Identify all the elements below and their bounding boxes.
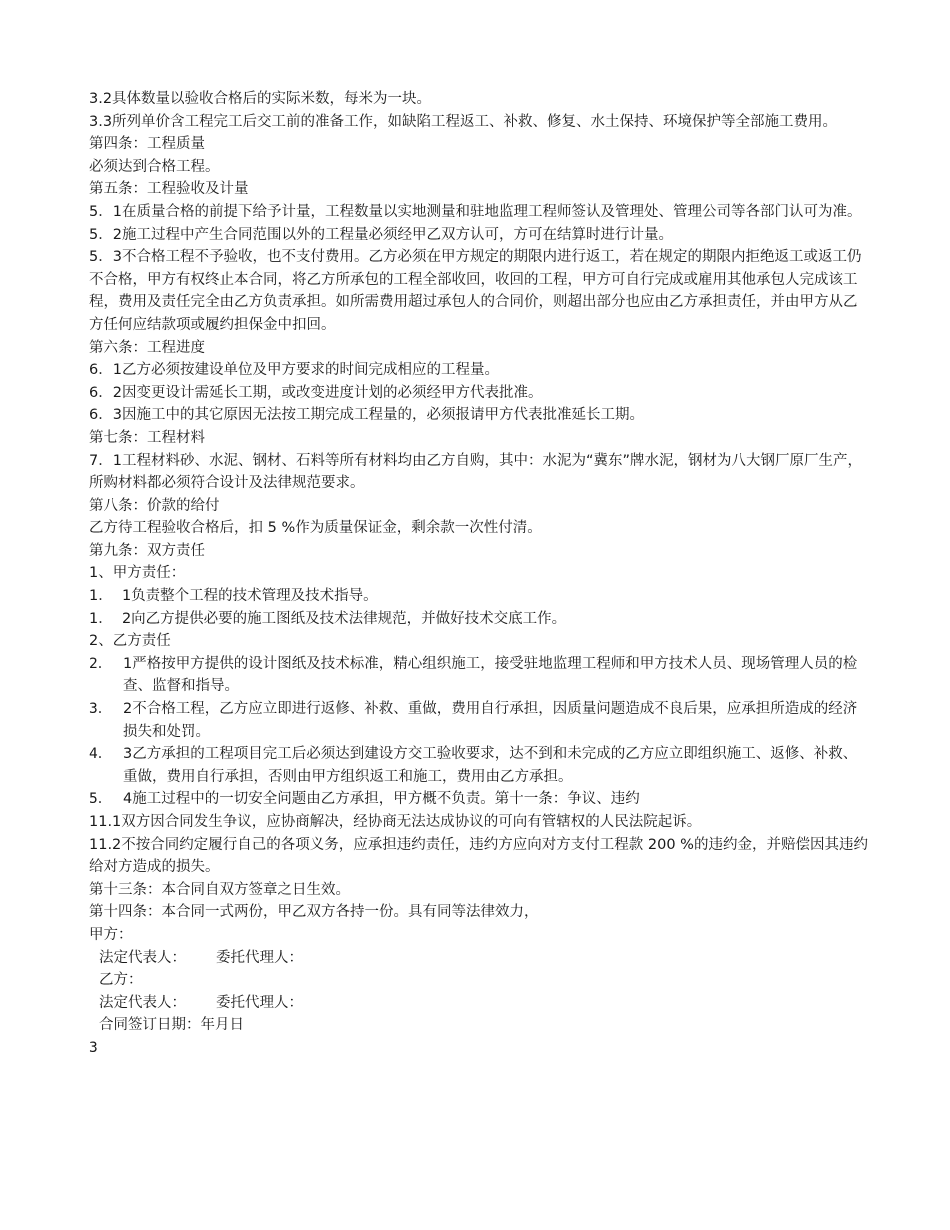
clause-11-1: 11.1双方因合同发生争议，应协商解决，经协商无法达成协议的可向有管辖权的人民法院起诉。 xyxy=(89,814,702,830)
article-8-heading: 第八条：价款的给付 xyxy=(89,497,220,514)
party-a-signature-row xyxy=(89,947,870,970)
party-b-duty-2-text: 2不合格工程，乙方应立即进行返修、补救、重做，费用自行承担，因质量问题造成不良后果，应承担所造成的经济损失和处罚。 xyxy=(123,701,858,740)
clause-11-2: 11.2不按合同约定履行自己的各项义务，应承担违约责任，违约方应向对方支付工程款 200 %的违约金，并赔偿因其违约给对方造成的损失。 xyxy=(89,836,868,876)
party-a-duties-heading: 1、甲方责任： xyxy=(89,565,186,582)
article-6-heading: 第六条：工程进度 xyxy=(89,339,205,356)
party-a-legal-rep-label: 法定代表人： xyxy=(99,949,186,966)
clause-7-1: 7．1工程材料砂、水泥、钢材、石料等所有材料均由乙方自购，其中：水泥为“冀东”牌水泥，钢材为八大钢厂原厂生产，所购材料都必须符合设计及法律规范要求。 xyxy=(89,452,862,492)
clause-5-3: 5．3不合格工程不予验收，也不支付费用。乙方必须在甲方规定的期限内进行返工，若在规定的期限内拒绝返工或返工仍不合格，甲方有权终止本合同，将乙方所承包的工程全部收回，收回的工程，甲方可自行完成或雇用其他承包人完成该工程，费用及责任完全由乙方负责承担。如所需费用超过承包人的合同价，则超出部分也应由乙方承担责任，并由甲方从乙方任何应结款项或履约担保金中扣回。 xyxy=(89,249,862,333)
article-4-text: 必须达到合格工程。 xyxy=(89,158,220,175)
clause-3-2: 3.2具体数量以验收合格后的实际米数，每米为一块。 xyxy=(89,91,432,107)
clause-6-2: 6．2因变更设计需延长工期，或改变进度计划的必须经甲方代表批准。 xyxy=(89,384,543,401)
party-b-duty-2-number: 3． xyxy=(89,701,113,718)
clause-6-1: 6．1乙方必须按建设单位及甲方要求的时间完成相应的工程量。 xyxy=(89,362,499,379)
party-b-duty-4-number: 5． xyxy=(89,791,113,808)
sign-date: 合同签订日期：年月日 xyxy=(99,1017,244,1034)
article-8-text: 乙方待工程验收合格后，扣 5 %作为质量保证金，剩余款一次性付清。 xyxy=(89,520,542,537)
party-b-legal-rep-label: 法定代表人： xyxy=(99,994,186,1011)
party-b-duty-1-number: 2． xyxy=(89,655,113,672)
party-b-duty-3-text: 3乙方承担的工程项目完工后必须达到建设方交工验收要求，达不到和未完成的乙方应立即组织施工、返修、补救、重做，费用自行承担，否则由甲方组织返工和施工，费用由乙方承担。 xyxy=(123,746,858,785)
article-5-heading: 第五条：工程验收及计量 xyxy=(89,181,249,198)
party-b-duties-heading: 2、乙方责任 xyxy=(89,633,171,650)
party-a-label: 甲方： xyxy=(89,926,133,943)
party-b-duty-3-number: 4． xyxy=(89,746,113,763)
article-9-heading: 第九条：双方责任 xyxy=(89,542,205,559)
clause-5-1: 5．1在质量合格的前提下给予计量，工程数量以实地测量和驻地监理工程师签认及管理处、管理公司等各部门认可为准。 xyxy=(89,203,862,220)
article-13: 第十三条：本合同自双方签章之日生效。 xyxy=(89,881,350,898)
party-b-duty-4-text: 4施工过程中的一切安全问题由乙方承担，甲方概不负责。第十一条：争议、违约 xyxy=(123,791,640,808)
party-a-duty-2: 1． 2向乙方提供必要的施工图纸及技术法律规范，并做好技术交底工作。 xyxy=(89,610,567,627)
article-7-heading: 第七条：工程材料 xyxy=(89,429,205,446)
party-b-agent-label: 委托代理人： xyxy=(216,994,303,1011)
party-b-duty-1-text: 1严格按甲方提供的设计图纸及技术标准，精心组织施工，接受驻地监理工程师和甲方技术人员、现场管理人员的检查、监督和指导。 xyxy=(123,655,858,695)
party-b-duty-3 xyxy=(89,743,870,788)
party-b-duty-2 xyxy=(89,698,870,743)
party-b-label: 乙方： xyxy=(99,972,143,989)
article-4-heading: 第四条：工程质量 xyxy=(89,136,205,153)
party-b-signature-row xyxy=(89,992,870,1015)
party-a-duty-1: 1． 1负责整个工程的技术管理及技术指导。 xyxy=(89,588,378,605)
page-number: 3 xyxy=(89,1039,99,1056)
party-a-agent-label: 委托代理人： xyxy=(216,949,303,966)
party-b-duty-1 xyxy=(89,653,870,698)
clause-5-2: 5．2施工过程中产生合同范围以外的工程量必须经甲乙双方认可，方可在结算时进行计量。 xyxy=(89,226,673,243)
party-b-duty-4 xyxy=(89,788,870,811)
clause-3-3: 3.3所列单价含工程完工后交工前的准备工作，如缺陷工程返工、补救、修复、水土保持、环境保护等全部施工费用。 xyxy=(89,113,838,130)
clause-6-3: 6．3因施工中的其它原因无法按工期完成工程量的，必须报请甲方代表批准延长工期。 xyxy=(89,407,644,424)
article-14: 第十四条：本合同一式两份，甲乙双方各持一份。具有同等法律效力， xyxy=(89,904,539,921)
